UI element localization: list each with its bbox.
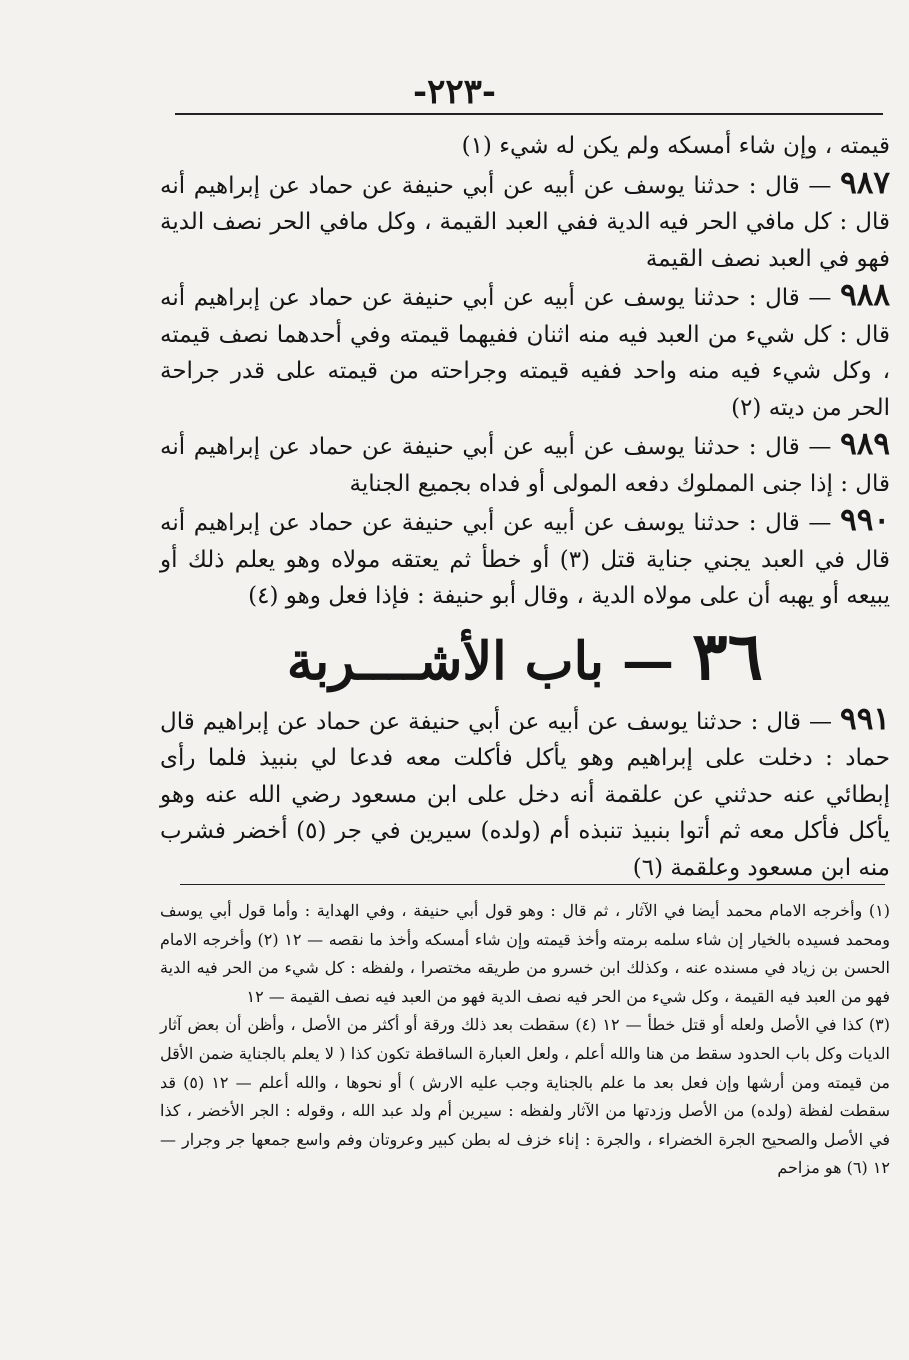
entry-number: ٩٩٠ (840, 502, 891, 538)
footnotes (160, 897, 890, 1183)
footnote-block: (٣) كذا في الأصل ولعله أو قتل خطأ — ١٢ (٤) سقطت بعد ذلك ورقة أو أكثر من الأصل ، وأظن أن بعض آثار الديات وكل باب الحدود سقط من هنا والله أعلم ، ولعل العبارة الساقطة تكون كذا ( لا يعلم بالجناية ضمن الأقل من قيمته ومن أرشها وإن فعل بعد ما علم بالجناية وجب عليه الارش ) أو نحوها ، والله أعلم — ١٢ (٥) قد سقطت لفظة (ولده) من الأصل وزدتها من الآثار ولفظه : سيرين أم ولد عبد الله ، وقوله : الجر الأخضر ، كذا في الأصل والصحيح الجرة الخضراء ، والجرة : إناء خزف له بطن كبير وعروتان وفم واسع جمعها جر وجرار — ١٢ (٦) هو مزاحم (160, 1015, 891, 1178)
entry-991 (160, 701, 890, 887)
entry-990 (160, 502, 890, 615)
entry-text: — قال : حدثنا يوسف عن أبيه عن أبي حنيفة عن حماد عن إبراهيم أنه قال : كل شيء من العبد فيه منه اثنان ففيهما قيمته وفي أحدهما نصف قيمته ، وكل شيء فيه منه واحد ففيه قيمته وجراحته من قيمته على قدر جراحة الحر من ديته (٢) (160, 285, 890, 421)
entry-number: ٩٨٧ (840, 164, 891, 201)
entry-number: ٩٨٨ (840, 277, 891, 313)
chapter-number: ٣٦ (692, 616, 764, 695)
footnote-block: (١) وأخرجه الامام محمد أيضا في الآثار ، ثم قال : وهو قول أبي حنيفة ، وفي الهداية : وأما قول أبي يوسف ومحمد فسيده بالخيار إن شاء سلمه برمته وأخذ قيمته وإن شاء أمسكه وأخذ ما نقصه — ١٢ (٢) وأخرجه الامام الحسن بن زياد في مسنده عنه ، وكذلك ابن خسرو من طريقه مختصرا ، ولفظه : كل شيء من الحر فيه الدية فهو من العبد فيه القيمة ، وكل شيء من الحر فيه نصف الدية فهو من العبد فيه نصف القيمة — ١٢ (160, 901, 891, 1006)
header-rule (175, 113, 883, 115)
entry-text: — قال : حدثنا يوسف عن أبيه عن أبي حنيفة عن حماد عن إبراهيم أنه قال : إذا جنى المملوك دفعه المولى أو فداه بجميع الجناية (160, 434, 890, 497)
entry-number: ٩٩١ (840, 700, 890, 737)
entry-text: — قال : حدثنا يوسف عن أبيه عن أبي حنيفة عن حماد عن إبراهيم أنه قال في العبد يجني جناية قتل (٣) أو خطأ ثم يعتقه مولاه وهو يعلم ذلك أو يبيعه أو يهبه أن على مولاه الدية ، وقال أبو حنيفة : فإذا فعل وهو (٤) (160, 510, 890, 609)
entry-text: — قال : حدثنا يوسف عن أبيه عن أبي حنيفة عن حماد عن إبراهيم قال حماد : دخلت على إبراهيم وهو يأكل فأكلت معه فدعا لي بنبيذ فلما رأى إبطائي عنه حدثني عن علقمة أنه دخل على ابن مسعود رضي الله عنه وهو يأكل فأكل معه ثم أتوا بنبيذ تنبذه أم (ولده) سيرين في جر (٥) أخضر فشرب منه ابن مسعود وعلقمة (٦) (160, 708, 890, 881)
chapter-title: — باب الأشــــربة (286, 630, 675, 692)
entry-988 (160, 277, 890, 426)
main-text (160, 128, 890, 886)
entry-989 (160, 426, 890, 502)
page-number: -٢٢٣- (412, 72, 497, 112)
entry-number: ٩٨٩ (840, 426, 891, 462)
entry-987 (160, 165, 890, 278)
entry-text: — قال : حدثنا يوسف عن أبيه عن أبي حنيفة عن حماد عن إبراهيم أنه قال : كل مافي الحر فيه الدية ففي العبد القيمة ، وكل مافي الحر نصف الدية فهو في العبد نصف القيمة (160, 172, 890, 272)
footnote-rule (180, 884, 885, 885)
chapter-heading (160, 616, 890, 699)
continuation-text: قيمته ، وإن شاء أمسكه ولم يكن له شيء (١) (461, 133, 890, 159)
